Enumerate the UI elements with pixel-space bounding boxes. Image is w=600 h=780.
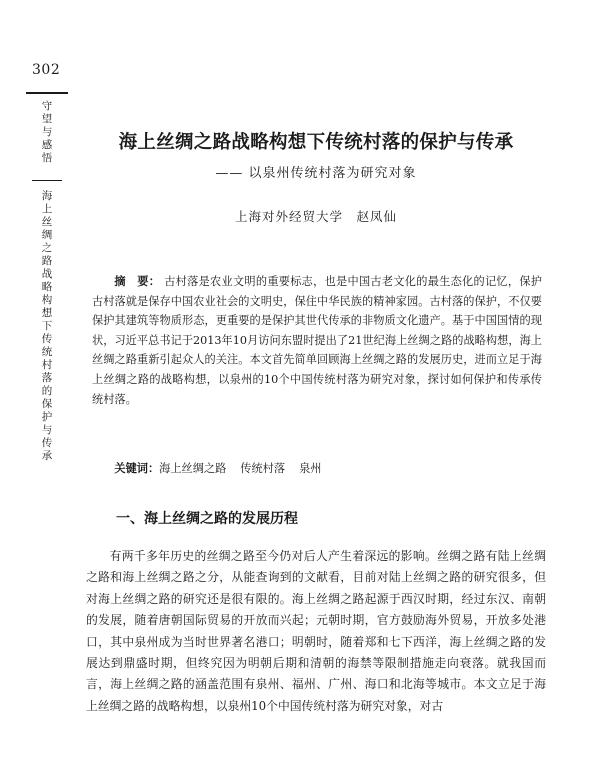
abstract-text: 古村落是农业文明的重要标志，也是中国古老文化的最生态化的记忆，保护古村落就是保存中国农业社会的文明史，保住中华民族的精神家园。古村落的保护，不仅要保护其建筑等物质形态，更重要的是保护其世代传承的非物质文化遗产。基于中国国情的现状，习近平总书记于2013年10月访问东盟时提出了21世纪海上丝绸之路的战略构想，海上丝绸之路重新引起众人的关注。本文首先简单回顾海上丝绸之路的发展历史，进而立足于海上丝绸之路的战略构想，以泉州的10个中国传统村落为研究对象，探讨如何保护和传承传统村落。 [92, 275, 542, 406]
running-head-section: 守 望 与 感 悟 [41, 100, 53, 164]
keyword: 泉州 [299, 462, 322, 475]
article-title: 海上丝绸之路战略构想下传统村落的保护与传承 [118, 132, 514, 153]
keywords-label: 关键词： [114, 462, 160, 475]
author-line: 上海对外经贸大学 赵凤仙 [234, 209, 397, 224]
side-rule [26, 92, 68, 94]
keywords [92, 460, 542, 478]
article-subtitle: —— 以泉州传统村落为研究对象 [215, 166, 417, 181]
keyword: 海上丝绸之路 [159, 462, 227, 475]
abstract [92, 272, 542, 409]
running-head-divider [32, 180, 62, 181]
abstract-label: 摘 要： [114, 275, 161, 288]
section-heading: 一、海上丝绸之路的发展历程 [116, 511, 298, 527]
body-paragraph: 有两千多年历史的丝绸之路至今仍对后人产生着深远的影响。丝绸之路有陆上丝绸之路和海上丝绸之路之分，从能查询到的文献看，目前对陆上丝绸之路的研究很多，但对海上丝绸之路的研究还是很有限的。海上丝绸之路起源于西汉时期，经过东汉、南朝的发展，随着唐朝国际贸易的开放而兴起；元朝时期，官方鼓励海外贸易，开放多处港口，其中泉州成为当时世界著名港口；明朝时，随着郑和七下西洋，海上丝绸之路的发展达到鼎盛时期，但终究因为明朝后期和清朝的海禁等限制措施走向衰落。就我国而言，海上丝绸之路的涵盖范围有泉州、福州、广州、海口和北海等城市。本文立足于海上丝绸之路的战略构想，以泉州10个中国传统村落为研究对象，对古 [86, 549, 546, 713]
keyword: 传统村落 [240, 462, 286, 475]
page-number: 302 [32, 62, 61, 78]
running-head-title: 海 上 丝 绸 之 路 战 略 构 想 下 传 统 村 落 的 保 护 与 传 承 [41, 190, 53, 462]
